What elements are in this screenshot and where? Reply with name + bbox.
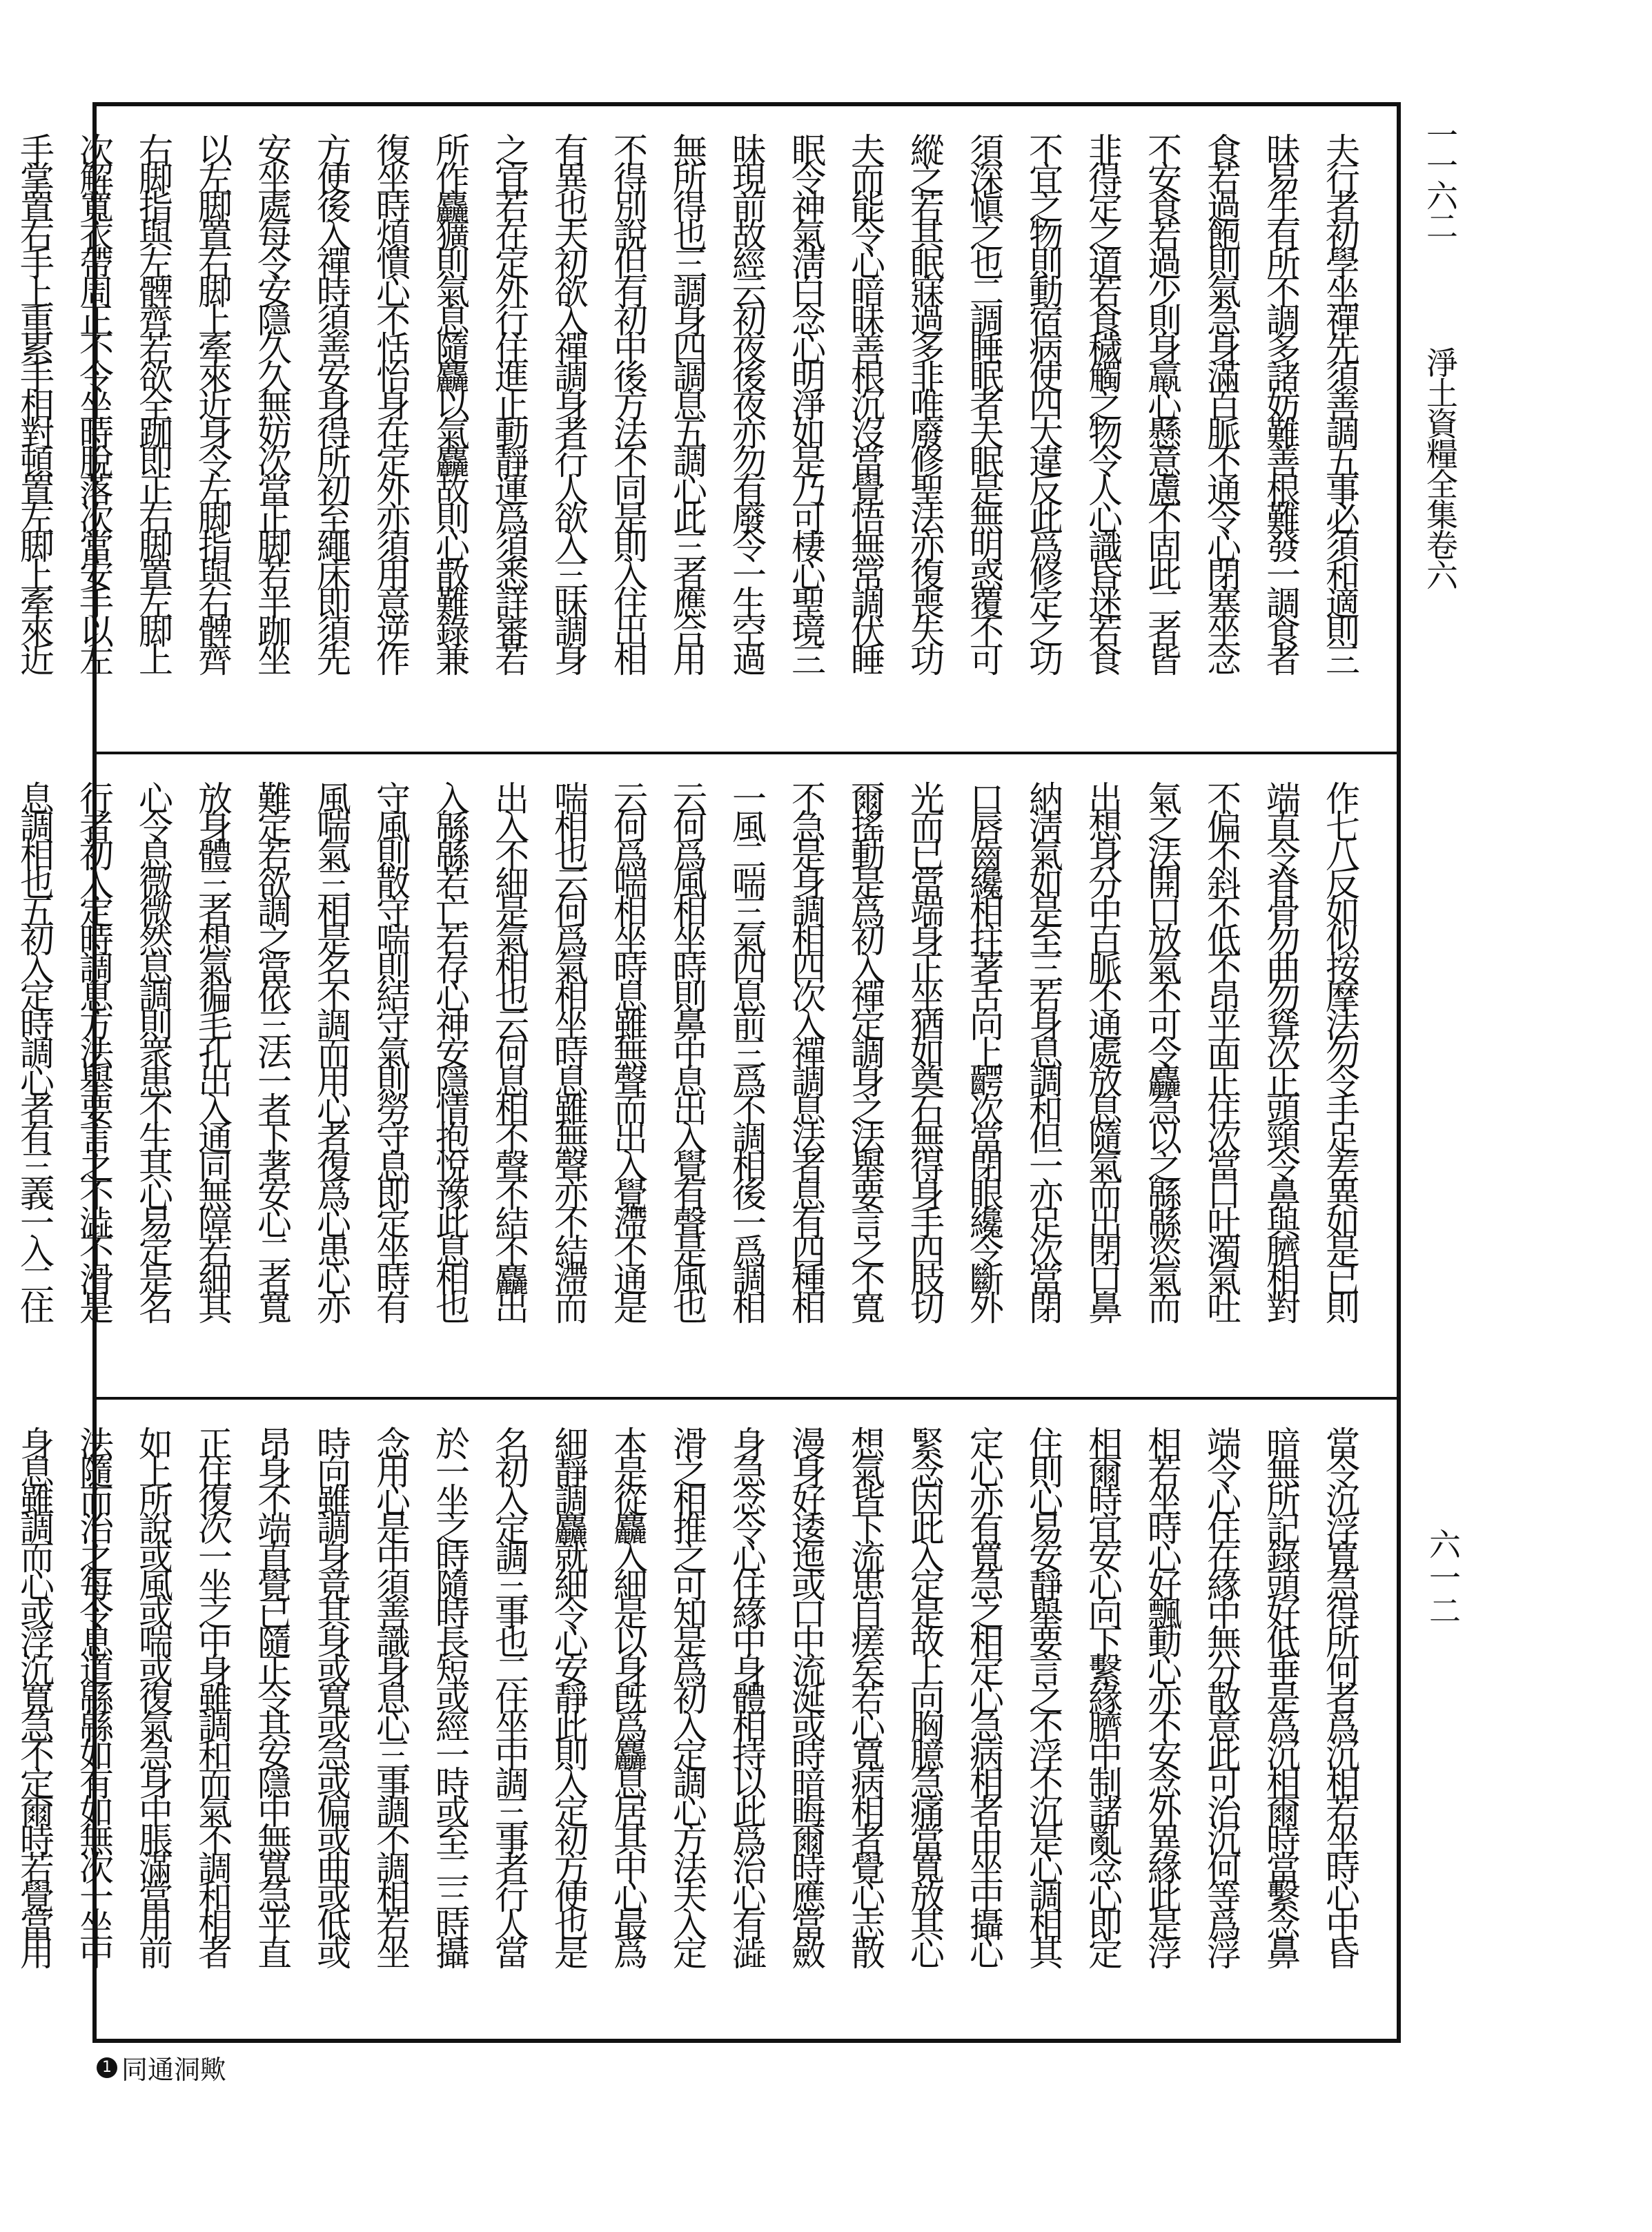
text-column: 非得定之道若食穢觸之物令人心識昏迷若食 xyxy=(1083,133,1123,670)
text-column: 難定若欲調之當依三法一者下著安心二者寬 xyxy=(252,781,292,1318)
text-column: 復坐時煩憒心不恬怡身在定外亦須用意逆作 xyxy=(371,133,411,670)
text-column: 漫身好逶迤或口中流涎或時暗晦爾時應當斂 xyxy=(786,1426,826,1964)
text-column: 風喘氣三相是名不調而用心者復爲心患心亦 xyxy=(311,781,351,1318)
text-column: 定心亦有寬急之相定心急病相者由坐中攝心 xyxy=(964,1426,1004,1964)
text-column: 口唇齒纔相拄著舌向上齶次當閉眼纔令斷外 xyxy=(964,781,1004,1318)
text-column: 身急念令心住緣中身體相持以此爲治心有澁 xyxy=(727,1426,767,1964)
text-column: 名初入定調三事也二住坐中調三事者行人當 xyxy=(489,1426,529,1964)
text-column: 光而已當端身正坐猶如奠石無得身手四肢切 xyxy=(905,781,945,1318)
book-title: 淨土資糧全集卷六 xyxy=(1422,346,1459,589)
text-column: 身息雖調而心或浮沉寬急不定爾時若覺當用 xyxy=(14,1426,55,1964)
text-column: 昧易生有所不調多諸妨難善根難發一調食者 xyxy=(1261,133,1301,670)
text-column: 行者初入定時調息方法舉要言之不澁不滑是 xyxy=(74,781,114,1318)
text-column: 息調相也五初入定時調心者有三義一入二住 xyxy=(14,781,55,1318)
text-column: 方便後入禪時須善安身得所初至繩床即須先 xyxy=(311,133,351,670)
text-column: 氣之法開口放氣不可令麤急以之緜緜恣氣而 xyxy=(1142,781,1182,1318)
text-band-middle xyxy=(14,752,1397,1397)
text-band-upper xyxy=(14,106,1397,752)
text-column: 想氣皆下流患自瘥矣若心寬病相者覺心志散 xyxy=(845,1426,885,1964)
text-column: 暗無所記錄頭好低垂是爲沉相爾時當繫念鼻 xyxy=(1261,1426,1301,1964)
running-header xyxy=(1420,119,1460,589)
text-column: 須深愼之也二調睡眠者夫眠是無明惑覆不可 xyxy=(964,133,1004,670)
text-column: 縱之若其眠寐過多非唯廢修聖法亦復喪失功 xyxy=(905,133,945,670)
text-column: 昧現前故經云初夜後夜亦勿有廢令一生空過 xyxy=(727,133,767,670)
text-column: 滑之相推之可知是爲初入定調心方法夫入定 xyxy=(667,1426,707,1964)
text-column: 守風則散守喘則結守氣則勞守息即定坐時有 xyxy=(371,781,411,1318)
text-column: 緊念因此入定是故上向胸臆急痛當寬放其心 xyxy=(905,1426,945,1964)
text-column: 食若過飽則氣急身滿百脈不通令心閉塞坐念 xyxy=(1201,133,1241,670)
text-column: 有異也夫初欲入禪調身者行人欲入三昧調身 xyxy=(549,133,589,670)
text-column: 之宜若在定外行住進止動靜運爲須悉詳審若 xyxy=(489,133,529,670)
text-column: 不得別說但有初中後方法不同是則入住出相 xyxy=(608,133,648,670)
text-column: 昂身不端直覺已隨正令其安隱中無寬急平直 xyxy=(252,1426,292,1964)
text-column: 手掌置右手上重累手相對頓置左脚上牽來近 xyxy=(14,133,55,670)
text-column: 右脚指與左髀齊若欲全跏即正右脚置左脚上 xyxy=(133,133,173,670)
text-column: 以左脚置右脚上牽來近身令左脚指與右髀齊 xyxy=(193,133,233,670)
text-column: 云何爲風相坐時則鼻中息出入覺有聲是風也 xyxy=(667,781,707,1318)
text-column: 法隨而治之每令息道緜緜如有如無次一坐中 xyxy=(74,1426,114,1964)
folio-number: 六一二 xyxy=(1424,1528,1462,1627)
text-column: 端直令脊骨勿曲勿聳次正頭頸令鼻與臍相對 xyxy=(1261,781,1301,1318)
text-column: 無所得也三調身四調息五調心此三者應合用 xyxy=(667,133,707,670)
text-column: 次解寬衣帶周正不令坐時脫落次當安手以左 xyxy=(74,133,114,670)
text-column: 入緜緜若亡若存心神安隱情抱悅豫此息相也 xyxy=(430,781,470,1318)
text-column: 於一坐之時隨時長短或經一時或至二三時攝 xyxy=(430,1426,470,1964)
text-column: 正住復次一坐之中身雖調和而氣不調和相者 xyxy=(193,1426,233,1964)
text-column: 住則心易安靜舉要言之不浮不沉是心調相其 xyxy=(1023,1426,1063,1964)
footnote-mark: 1 xyxy=(97,2057,117,2078)
text-column: 不偏不斜不低不昂平面正住次當口吐濁氣吐 xyxy=(1201,781,1241,1318)
footnote xyxy=(97,2048,226,2086)
text-column: 細靜調麤就細令心安靜此則入定初方便也是 xyxy=(549,1426,589,1964)
text-column: 喘相也云何爲氣相坐時息雖無聲亦不結滯而 xyxy=(549,781,589,1318)
text-column: 納淸氣如是至三若身息調和但一亦足次當閉 xyxy=(1023,781,1063,1318)
text-column: 放身體三者想氣徧毛孔出入通同無障若細其 xyxy=(193,781,233,1318)
text-column: 爾搖動是爲初入禪定調身之法舉要言之不寬 xyxy=(845,781,885,1318)
text-column: 不宜之物則動宿病使四大違反此爲修定之功 xyxy=(1023,133,1063,670)
text-column: 云何爲喘相坐時息雖無聲而出入覺滯不通是 xyxy=(608,781,648,1318)
page-frame xyxy=(14,102,1401,2043)
text-column: 不安食若過少則身羸心懸意慮不固此二者皆 xyxy=(1142,133,1182,670)
footnote-text: 同通洞歟 xyxy=(121,2055,227,2085)
text-band-lower xyxy=(14,1397,1397,2039)
text-column: 眠令神氣淸白念心明淨如是乃可棲心聖境三 xyxy=(786,133,826,670)
text-column: 端令心住在緣中無分散意此可治沉何等爲浮 xyxy=(1201,1426,1241,1964)
text-column: 夫行者初學坐禪先須善調五事必須和適則三 xyxy=(1320,133,1360,670)
text-column: 安坐處每令安隱久久無妨次當正脚若半跏坐 xyxy=(252,133,292,670)
text-column: 相爾時宜安心向下繫緣臍中制諸亂念心即定 xyxy=(1083,1426,1123,1964)
text-column: 夫而能令心暗昧善根沉沒當覺悟無常調伏睡 xyxy=(845,133,885,670)
text-column: 心令息微微然息調則衆患不生其心易定是名 xyxy=(133,781,173,1318)
text-column: 本是從麤入細是以身旣爲麤息居其中心最爲 xyxy=(608,1426,648,1964)
text-column: 不急是身調相四次入禪調息法者息有四種相 xyxy=(786,781,826,1318)
text-column: 念用心是中須善識身息心三事調不調相若坐 xyxy=(371,1426,411,1964)
text-column: 如上所說或風或喘或復氣急身中脹滿當用前 xyxy=(133,1426,173,1964)
text-column: 當令沉浮寬急得所何者爲沉相若坐時心中昏 xyxy=(1320,1426,1360,1964)
text-column: 出入不細是氣相也云何息相不聲不結不麤出 xyxy=(489,781,529,1318)
text-column: 一風二喘三氣四息前三爲不調相後一爲調相 xyxy=(727,781,767,1318)
text-column: 相若坐時心好飄動心亦不安念外異緣此是浮 xyxy=(1142,1426,1182,1964)
text-column: 作七八反如似按摩法勿令手足差異如是已則 xyxy=(1320,781,1360,1318)
page-number: 一一六二 xyxy=(1422,119,1459,240)
text-column: 所作麤獷則氣息隨麤以氣麤故則心散難錄兼 xyxy=(430,133,470,670)
text-column: 時向雖調身竟其身或寬或急或偏或曲或低或 xyxy=(311,1426,351,1964)
text-column: 出想身分中百脈不通處放息隨氣而出閉口鼻 xyxy=(1083,781,1123,1318)
